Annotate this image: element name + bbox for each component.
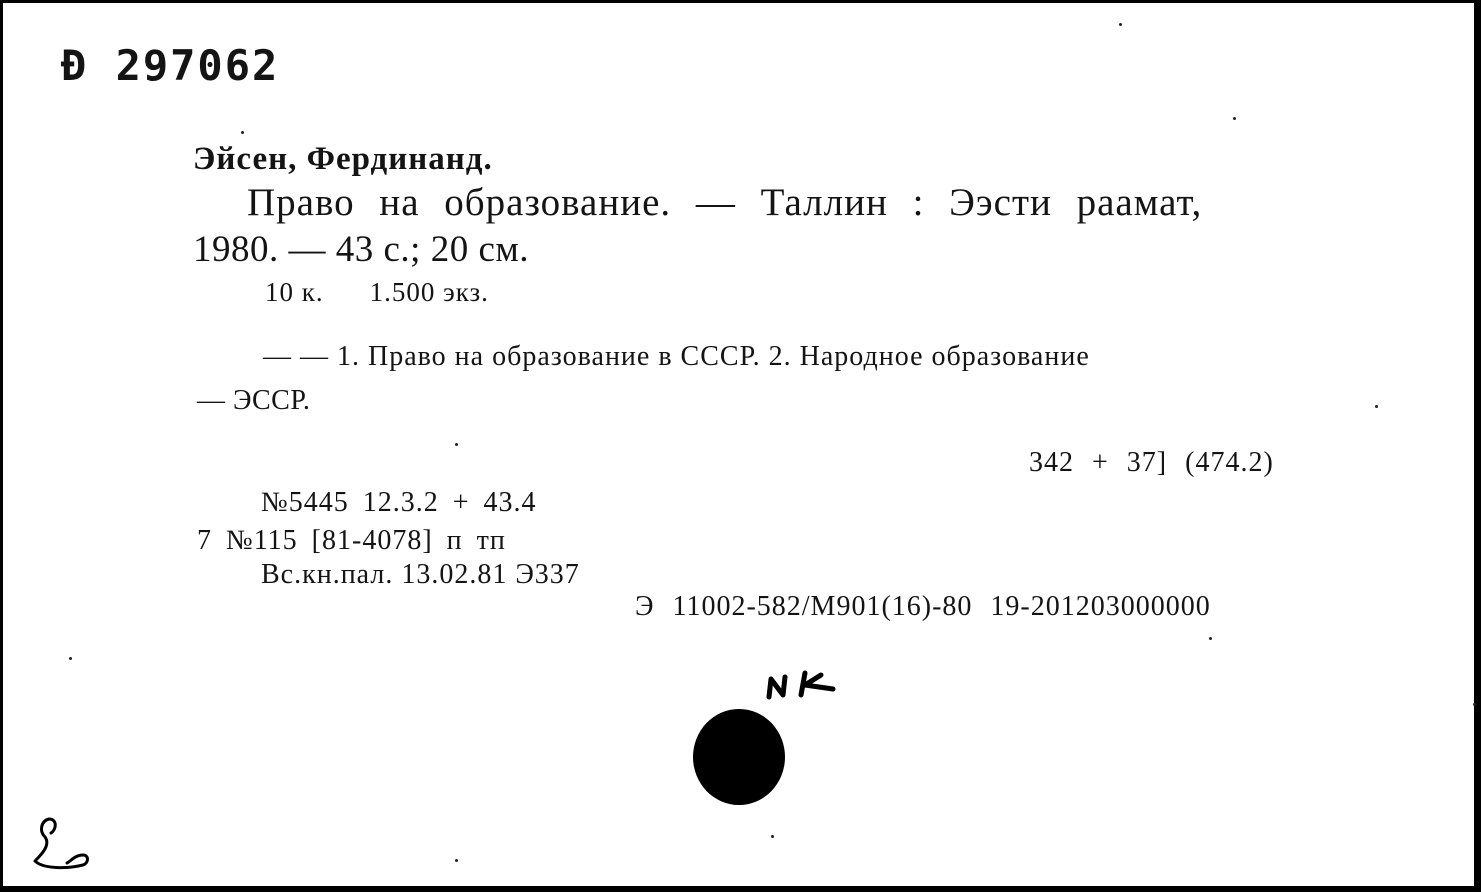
price: 10 к. [265,277,324,307]
title-line: Право на образование. — Таллин : Ээсти раамат, [247,181,1203,224]
classification: 342 + 37] (474.2) [1029,447,1274,478]
speck [1209,637,1212,640]
order-line-2: 7 №115 [81-4078] п тп [197,525,506,556]
speck [1233,117,1236,120]
chamber-line: Вс.кн.пал. 13.02.81 Э337 [261,559,580,590]
speck [241,131,244,134]
author-name: Эйсен, Фердинанд. [193,141,493,177]
speck [1473,703,1476,706]
subjects-line-1: — — 1. Право на образование в СССР. 2. Народное образование [263,341,1090,372]
handwritten-nk-mark [761,667,841,703]
imprint-line: 1980. — 43 с.; 20 см. [193,229,530,270]
copies: 1.500 экз. [369,277,489,307]
price-line [265,279,489,306]
order-line-1: №5445 12.3.2 + 43.4 [261,487,537,518]
speck [455,859,458,862]
subjects-line-2: — ЭССР. [197,385,311,416]
speck [69,657,72,660]
speck [771,835,774,838]
speck [1375,405,1378,408]
code-line: Э 11002-582/М901(16)-80 19-201203000000 [635,591,1211,622]
speck [455,443,458,446]
punch-hole-dot [693,709,785,805]
speck [1119,23,1122,26]
corner-l-mark [27,815,93,875]
card-id: Ð 297062 [61,41,280,90]
